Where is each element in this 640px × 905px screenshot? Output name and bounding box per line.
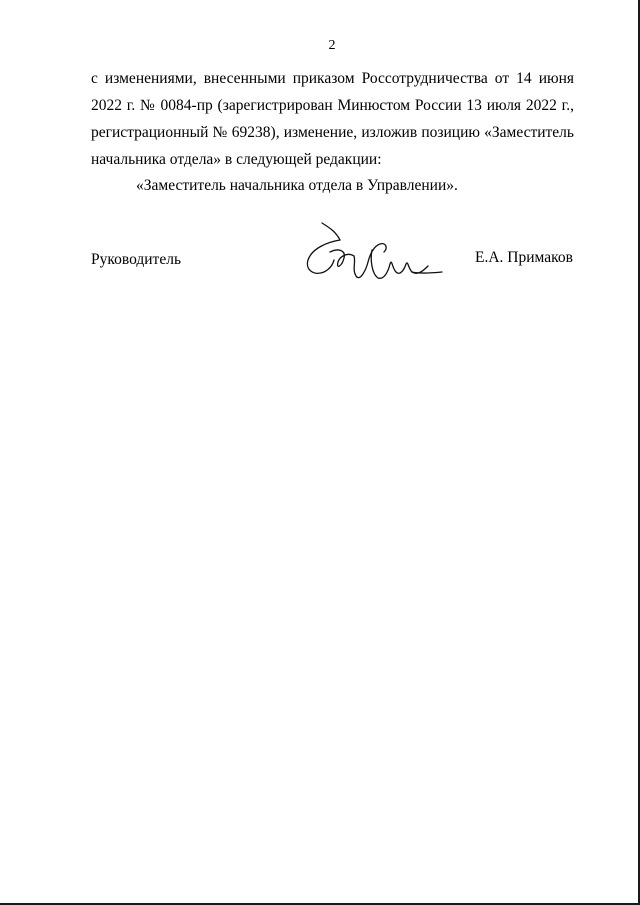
paragraph-line: начальника отдела» в следующей редакции: xyxy=(91,151,382,168)
signer-name: Е.А. Примаков xyxy=(475,249,573,266)
signer-title: Руководитель xyxy=(91,251,182,268)
paragraph-line: регистрационный № 69238), изменение, изложив позицию «Заместитель xyxy=(91,124,574,141)
quoted-position-text: «Заместитель начальника отдела в Управлении». xyxy=(136,177,458,194)
body-paragraph xyxy=(91,65,574,173)
paragraph-line: с изменениями, внесенными приказом Россотрудничества от 14 июня xyxy=(91,70,574,87)
handwritten-signature xyxy=(300,218,445,290)
page-number: 2 xyxy=(328,38,336,53)
paragraph-line: 2022 г. № 0084-пр (зарегистрирован Минюстом России 13 июля 2022 г., xyxy=(91,97,574,114)
